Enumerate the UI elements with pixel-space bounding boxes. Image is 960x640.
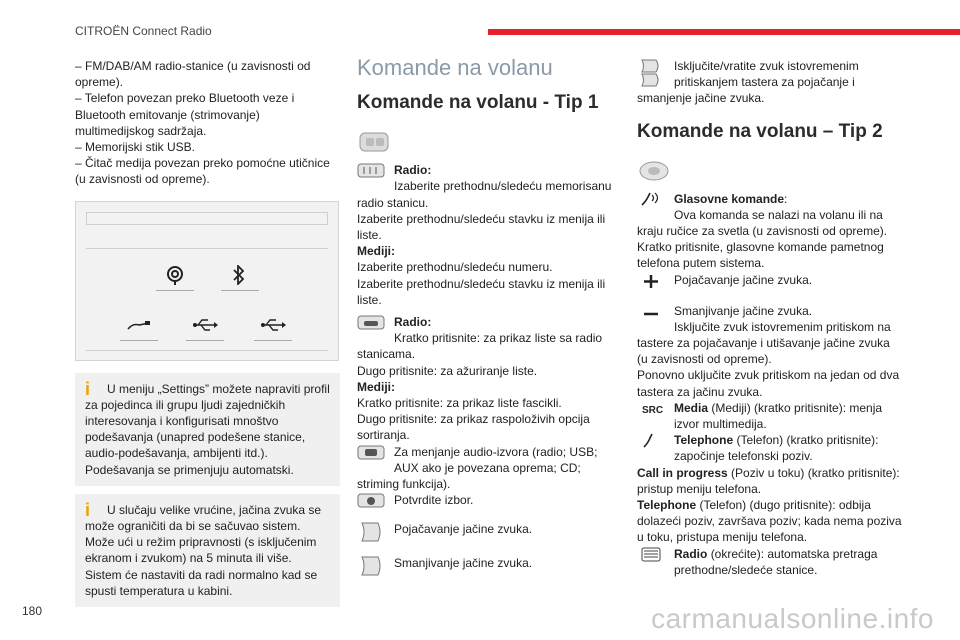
paragraph: Izaberite prethodnu/sledeću memorisanu radio stanicu. — [357, 179, 612, 210]
list-button-icon — [356, 314, 390, 331]
paragraph: Pojačavanje jačine zvuka. — [394, 522, 533, 537]
voice-command-icon — [636, 191, 670, 208]
cable-icon — [126, 314, 152, 336]
label-telephone: Telephone — [637, 498, 697, 513]
source-button-icon — [356, 444, 390, 461]
usb-icon — [192, 314, 218, 336]
info-note — [75, 373, 340, 486]
paragraph: (Poziv u toku) (kratko pritisnite): pristup meniju telefona. — [637, 465, 900, 496]
thumbwheel-icon — [636, 546, 670, 563]
paragraph: Izaberite prethodnu/sledeću numeru. — [357, 260, 553, 275]
subsection-title: Komande na volanu – Tip 2 — [637, 120, 883, 142]
minus-icon — [636, 303, 670, 320]
label-radio: Radio: — [394, 315, 432, 330]
volume-up-icon — [356, 521, 390, 543]
steering-controls-icon — [357, 130, 393, 154]
note-text: U meniju „Settings” možete napraviti profil za pojedinca ili grupu ljudi zajedničkih interesovanja i konfigurisati mnoštvo podešavanja (unapred podešene stanice, audio-podešavanja, ambijenti itd.). Podešavanja se primenjuju automatski. — [85, 381, 330, 477]
column-2 — [357, 55, 619, 577]
info-icon: i — [85, 378, 91, 399]
paragraph: Dugo pritisnite: za ažuriranje liste. — [357, 363, 538, 378]
label-media: Media — [674, 400, 709, 415]
usb-icon — [260, 314, 286, 336]
label-radio: Radio — [674, 546, 708, 561]
phone-icon — [636, 432, 670, 449]
paragraph: Dugo pritisnite: za prikaz raspoloživih opcija sortiranja. — [357, 412, 590, 443]
label-voice: Glasovne komande — [674, 191, 785, 206]
paragraph: Ova komanda se nalazi na volanu ili na kraju ručice za svetla (u zavisnosti od opreme). — [637, 207, 888, 239]
info-icon: i — [85, 499, 91, 520]
label-media: Mediji: — [357, 244, 395, 259]
bluetooth-icon — [226, 264, 252, 286]
paragraph: Izaberite prethodnu/sledeću stavku iz menija ili liste. — [357, 211, 606, 243]
info-note — [75, 494, 340, 607]
section-title: Komande na volanu — [357, 55, 553, 80]
paragraph: Ponovno uključite zvuk pritiskom na jedan od dva tastera za jačinu zvuka. — [637, 368, 900, 399]
note-text: U slučaju velike vrućine, jačina zvuka se može ograničiti da bi se sačuvao sistem. Može ući u režim pripravnosti (s isključenim ekranom i zvukom) na 5 minuta ili više. Sistem će nastaviti da radi normalno kad se spusti temperatura u kabini. — [85, 502, 322, 598]
label-telephone: Telephone — [674, 433, 734, 448]
paragraph: Pojačavanje jačine zvuka. — [674, 272, 813, 287]
paragraph: Smanjivanje jačine zvuka. — [674, 303, 813, 318]
paragraph: Izaberite prethodnu/sledeću stavku iz menija ili liste. — [357, 276, 606, 307]
aux-icon — [162, 264, 188, 286]
paragraph: (Telefon) (kratko pritisnite): započinje telefonski poziv. — [674, 433, 879, 464]
volume-down-icon — [356, 555, 390, 577]
column-3: Isključite/vratite zvuk istovremenim pritiskanjem tastera za pojačanje i smanjenje jačine zvuka. Komande na volanu – Tip 2 Glasovne komande: Ova komanda se nalazi na volanu ili na kraju ručice za svetla (u zavisnosti od opreme). Kratko pritisnite, glasovne komande pametnog telefona putem sistema. Pojačavanje jačine zvuka. Smanjivanje jačine zvuka. Isključite zvuk istovremenim pritiskom na tastere za pojačavanje i utišavanje jačine zvuka (u zavisnosti od opreme). Ponovno uključite zvuk pritiskom na jedan od dva tastera za jačinu zvuka. SRC Media (Mediji) (kratko pritisnite): menja izvor multimedija. Telephone (Telefon) (kratko pritisnite): započinje telefonski poziv. Call in progress (Poziv u toku) (kratko pritisnite): pristup meniju telefona. Telephone (Telefon) (dugo pritisnite): odbija dolazeći poziv, završava poziv; kada nema poziva u toku, pristupa meniju telefona. Radio (okrećite): automatska pretraga prethodne/sledeće stanice. — [637, 59, 902, 577]
steering-wheel-icon — [637, 159, 673, 183]
paragraph: Smanjivanje jačine zvuka. — [394, 556, 533, 571]
src-icon: SRC — [642, 404, 664, 416]
page-number: 180 — [22, 604, 43, 618]
watermark: carmanualsonline.info — [651, 603, 934, 634]
running-header: CITROËN Connect Radio — [75, 24, 212, 38]
paragraph: (okrećite): automatska pretraga prethodne/sledeće stanice. — [674, 546, 878, 577]
radio-ports-illustration — [75, 201, 339, 361]
plus-icon — [636, 272, 670, 289]
subsection-title: Komande na volanu - Tip 1 — [357, 92, 599, 114]
paragraph: (Mediji) (kratko pritisnite): menja izvor multimedija. — [674, 400, 883, 432]
label-radio: Radio: — [394, 163, 432, 178]
label-media: Mediji: — [357, 379, 395, 394]
list-item: – FM/DAB/AM radio-stanice (u zavisnosti od opreme). — [75, 59, 311, 90]
list-item: – Čitač medija povezan preko pomoćne utičnice (u zavisnosti od opreme). — [75, 156, 330, 187]
header-accent-bar — [488, 29, 960, 35]
scroll-wheel-icon — [356, 162, 390, 179]
confirm-button-icon — [356, 492, 390, 509]
mute-buttons-icon — [636, 58, 670, 88]
paragraph: Kratko pritisnite, glasovne komande pametnog telefona putem sistema. — [637, 240, 884, 271]
column-1 — [75, 58, 340, 607]
paragraph: Isključite/vratite zvuk istovremenim pritiskanjem tastera za pojačanje i smanjenje jačine zvuka. — [637, 59, 859, 106]
list-item: – Memorijski stik USB. — [75, 140, 196, 155]
label-call: Call in progress — [637, 465, 728, 480]
paragraph: (Telefon) (dugo pritisnite): odbija dolazeći poziv, završava poziv; kada nema poziva u toku, pristupa meniju telefona. — [637, 498, 902, 545]
paragraph: Isključite zvuk istovremenim pritiskom na tastere za pojačavanje i utišavanje jačine zvuka (u zavisnosti od opreme). — [637, 319, 891, 367]
list-item: – Telefon povezan preko Bluetooth veze i Bluetooth emitovanje (strimovanje) multimedijskog sadržaja. — [75, 91, 295, 138]
paragraph: Kratko pritisnite: za prikaz liste fascikli. — [357, 396, 562, 411]
paragraph: Kratko pritisnite: za prikaz liste sa radio stanicama. — [357, 331, 603, 362]
paragraph: Za menjanje audio-izvora (radio; USB; AUX ako je povezana oprema; CD; striming funkcija). — [357, 444, 598, 492]
paragraph: Potvrdite izbor. — [394, 493, 474, 508]
